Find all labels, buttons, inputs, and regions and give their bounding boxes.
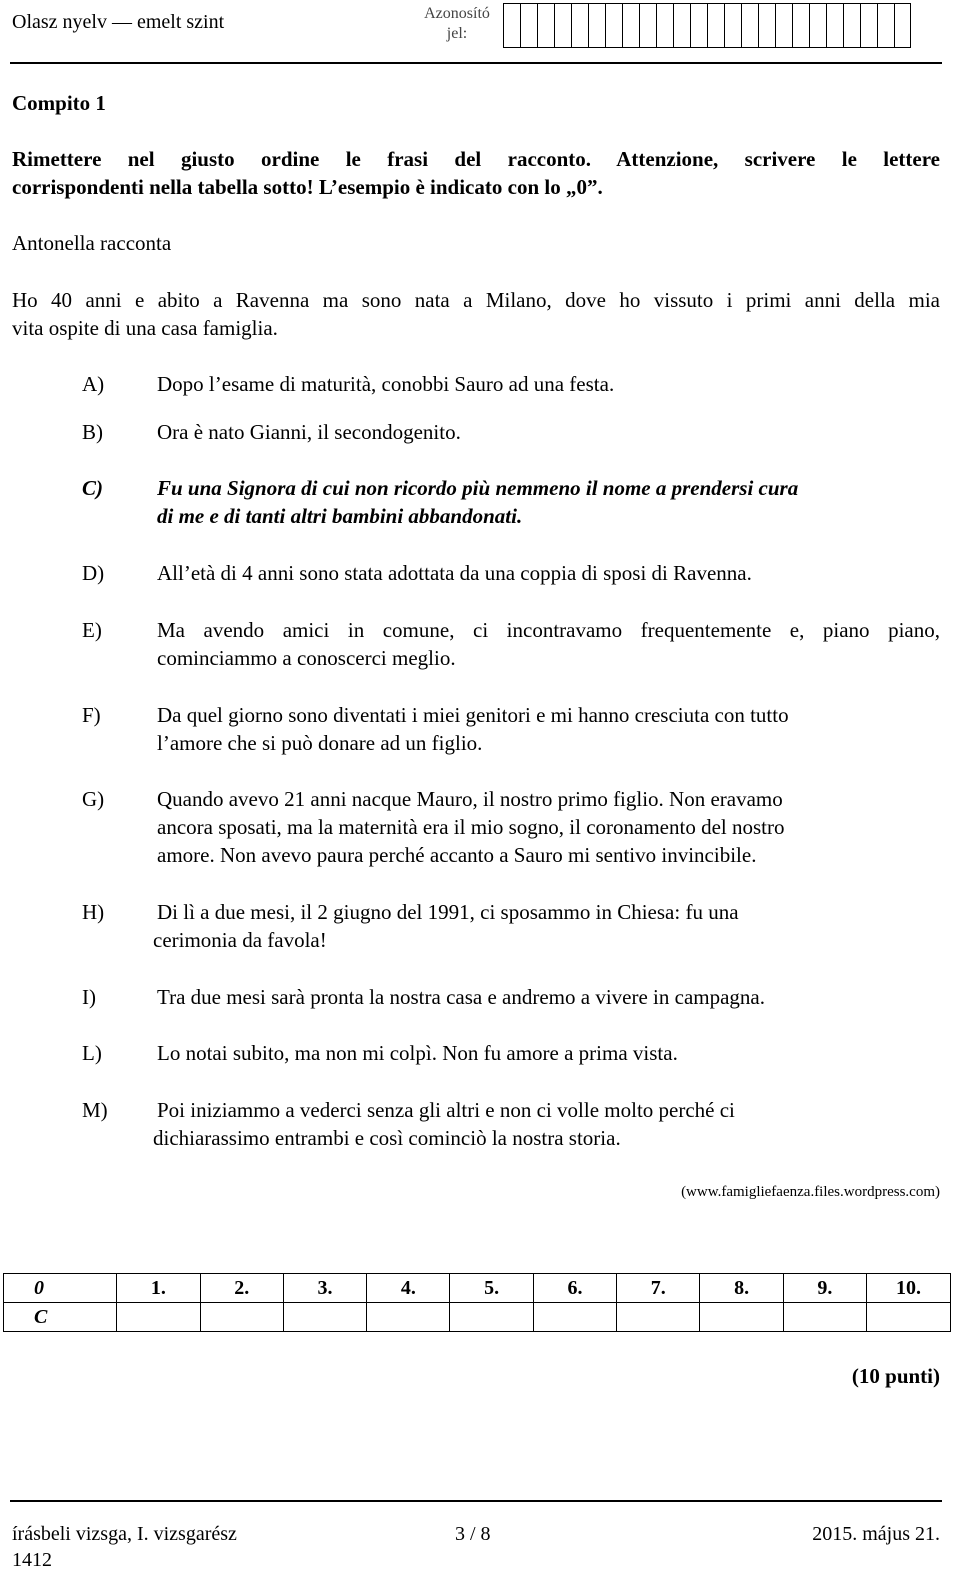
instruction-line1: Rimettere nel giusto ordine le frasi del racconto. Attenzione, scrivere le lettere: [12, 147, 940, 171]
item-text: cerimonia da favola!: [153, 928, 327, 952]
id-boxes: [503, 3, 911, 48]
id-box: [843, 3, 860, 48]
table-header-cell: 1.: [117, 1274, 200, 1303]
id-box: [690, 3, 707, 48]
footer-code: 1412: [12, 1549, 52, 1571]
item-letter: I): [82, 985, 96, 1009]
item-text: Ora è nato Gianni, il secondogenito.: [157, 420, 461, 444]
item-text: dichiarassimo entrambi e così cominciò la nostra storia.: [153, 1126, 621, 1150]
item-letter: M): [82, 1098, 108, 1122]
item-letter: G): [82, 787, 105, 811]
id-box: [656, 3, 673, 48]
item-letter: F): [82, 703, 101, 727]
answer-example-cell: C: [4, 1303, 117, 1332]
answer-cell[interactable]: [783, 1303, 866, 1332]
item-text: Fu una Signora di cui non ricordo più nemmeno il nome a prendersi cura: [157, 476, 799, 500]
answer-table: [3, 1273, 951, 1332]
id-box: [809, 3, 826, 48]
id-box: [588, 3, 605, 48]
answer-cell[interactable]: [533, 1303, 616, 1332]
table-header-cell: 6.: [533, 1274, 616, 1303]
intro-line2: vita ospite di una casa famiglia.: [12, 316, 278, 340]
item-text: All’età di 4 anni sono stata adottata da una coppia di sposi di Ravenna.: [157, 561, 752, 585]
answer-cell[interactable]: [867, 1303, 951, 1332]
task-title: Compito 1: [12, 91, 106, 115]
answer-cell[interactable]: [367, 1303, 450, 1332]
footer-left: írásbeli vizsga, I. vizsgarész: [12, 1523, 237, 1545]
answer-cell[interactable]: [700, 1303, 783, 1332]
footer-date: 2015. május 21.: [812, 1523, 940, 1545]
footer-rule: [10, 1500, 942, 1502]
id-box: [826, 3, 843, 48]
table-header-cell: 0: [4, 1274, 117, 1303]
item-letter: E): [82, 618, 102, 642]
table-header-cell: 3.: [283, 1274, 366, 1303]
item-letter: B): [82, 420, 103, 444]
id-box: [673, 3, 690, 48]
id-box: [503, 3, 520, 48]
answer-cell[interactable]: [617, 1303, 700, 1332]
item-text: Di lì a due mesi, il 2 giugno del 1991, ci sposammo in Chiesa: fu una: [157, 900, 739, 924]
id-box: [724, 3, 741, 48]
item-text: l’amore che si può donare ad un figlio.: [157, 731, 483, 755]
table-row-headers: [4, 1274, 951, 1303]
item-letter: D): [82, 561, 105, 585]
source-citation: (www.famigliefaenza.files.wordpress.com): [681, 1184, 940, 1200]
item-text: Poi iniziammo a vederci senza gli altri e non ci volle molto perché ci: [157, 1098, 735, 1122]
answer-cell[interactable]: [450, 1303, 533, 1332]
id-box: [605, 3, 622, 48]
item-letter: C): [82, 476, 103, 500]
id-label-line2: jel:: [446, 25, 468, 42]
intro-line1: Ho 40 anni e abito a Ravenna ma sono nata a Milano, dove ho vissuto i primi anni della mia: [12, 288, 940, 312]
item-text: Lo notai subito, ma non mi colpì. Non fu amore a prima vista.: [157, 1041, 678, 1065]
id-box: [554, 3, 571, 48]
answer-cell[interactable]: [200, 1303, 283, 1332]
item-text: Quando avevo 21 anni nacque Mauro, il nostro primo figlio. Non eravamo: [157, 787, 783, 811]
id-box: [894, 3, 911, 48]
id-box: [877, 3, 894, 48]
item-letter: A): [82, 372, 105, 396]
item-text: ancora sposati, ma la maternità era il mio sogno, il coronamento del nostro: [157, 815, 785, 839]
item-text: Da quel giorno sono diventati i miei genitori e mi hanno cresciuta con tutto: [157, 703, 789, 727]
table-header-cell: 4.: [367, 1274, 450, 1303]
instruction-line2: corrispondenti nella tabella sotto! L’esempio è indicato con lo „0”.: [12, 175, 603, 199]
table-header-cell: 5.: [450, 1274, 533, 1303]
table-header-cell: 2.: [200, 1274, 283, 1303]
answer-cell[interactable]: [283, 1303, 366, 1332]
header-subject: Olasz nyelv — emelt szint: [12, 11, 225, 33]
table-header-cell: 7.: [617, 1274, 700, 1303]
id-box: [758, 3, 775, 48]
story-title: Antonella racconta: [12, 231, 172, 255]
id-box: [622, 3, 639, 48]
id-box: [860, 3, 877, 48]
header-rule: [10, 62, 942, 64]
item-text: cominciammo a conoscerci meglio.: [157, 646, 456, 670]
table-header-cell: 8.: [700, 1274, 783, 1303]
id-box: [520, 3, 537, 48]
id-label: [412, 4, 502, 44]
id-box: [537, 3, 554, 48]
item-text: di me e di tanti altri bambini abbandonati.: [157, 504, 523, 528]
item-text: Ma avendo amici in comune, ci incontravamo frequentemente e, piano piano,: [157, 618, 940, 642]
item-letter: L): [82, 1041, 102, 1065]
item-text: amore. Non avevo paura perché accanto a Sauro mi sentivo invincibile.: [157, 843, 757, 867]
table-header-cell: 10.: [867, 1274, 951, 1303]
item-letter: H): [82, 900, 105, 924]
table-header-cell: 9.: [783, 1274, 866, 1303]
id-box: [741, 3, 758, 48]
item-text: Tra due mesi sarà pronta la nostra casa e andremo a vivere in campagna.: [157, 985, 765, 1009]
id-box: [707, 3, 724, 48]
points-label: (10 punti): [851, 1364, 940, 1388]
item-text: Dopo l’esame di maturità, conobbi Sauro ad una festa.: [157, 372, 615, 396]
page-number: 3 / 8: [455, 1523, 491, 1545]
id-box: [775, 3, 792, 48]
id-box: [571, 3, 588, 48]
id-box: [639, 3, 656, 48]
id-box: [792, 3, 809, 48]
id-label-line1: Azonosító: [424, 5, 490, 22]
table-row-answers: [4, 1303, 951, 1332]
answer-cell[interactable]: [117, 1303, 200, 1332]
